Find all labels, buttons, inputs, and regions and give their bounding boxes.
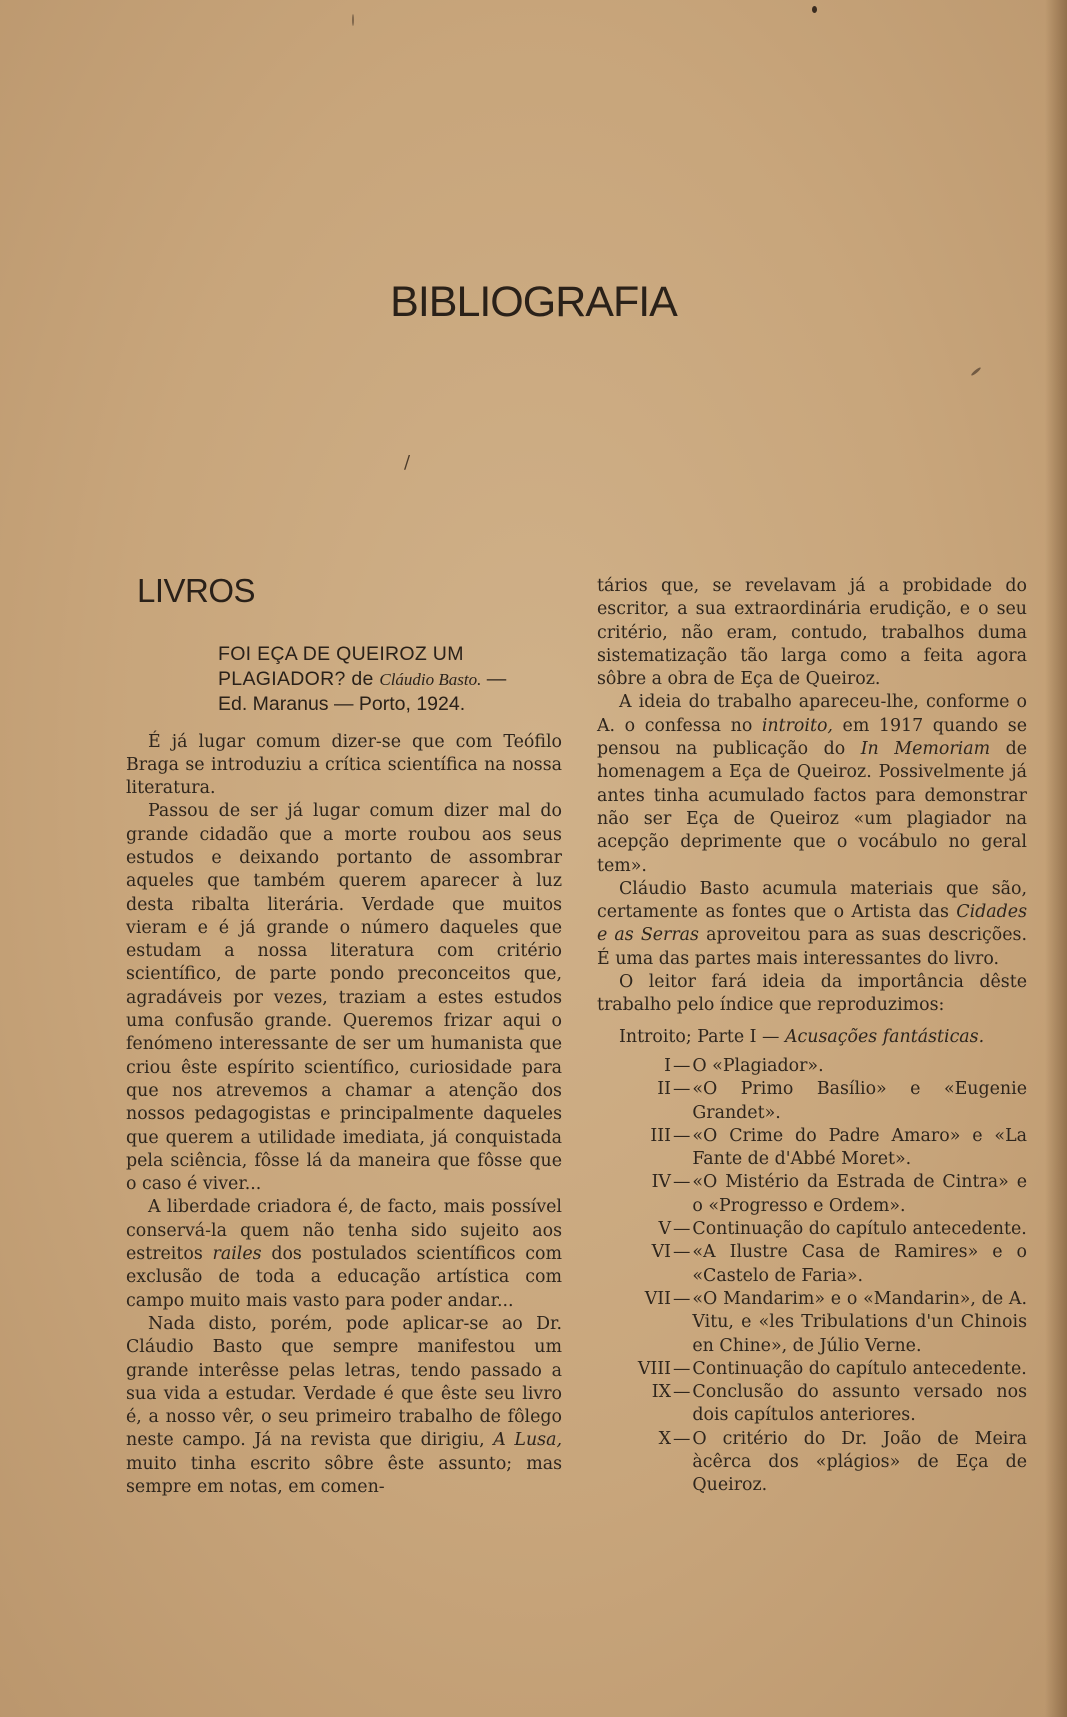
italic-term: In Memoriam <box>860 739 991 760</box>
book-title-line-1: FOI EÇA DE QUEIROZ UM <box>218 643 464 665</box>
paragraph: É já lugar comum dizer-se que com Teófilo Braga se introduziu a crítica scientífica na nossa literatura. <box>126 731 562 799</box>
stray-mark: / <box>404 452 411 473</box>
toc-item: VII — «O Mandarim» e o «Mandarin», de A. Vitu, e «les Tribulations d'un Chinois en Chine», de Júlio Verne. <box>644 1288 1027 1356</box>
toc-item: X — O critério do Dr. João de Meira àcêrca dos «plágios» de Eça de Queiroz. <box>658 1428 1027 1496</box>
paragraph: tários que, se revelavam já a probidade do escritor, a sua extraordinária erudição, e o seu critério, não eram, contudo, trabalhos duma sistematização tão larga como a feita agora sôbre a obra de Eça de Queiroz. <box>597 576 1027 690</box>
toc-item: VIII — Continuação do capítulo antecedente. <box>637 1358 1027 1379</box>
index-intro: Introito; Parte I — Acusações fantásticas. <box>619 1026 985 1047</box>
paragraph: A ideia do trabalho apareceu-lhe, conforme o A. o confessa no introito, em 1917 quando se pensou na publicação do In Memoriam de homenagem a Eça de Queiroz. Possivelmente já antes tinha acumulado factos para demonstrar não ser Eça de Queiroz «um plagiador na acepção deprimente que o vocábulo no geral tem». <box>597 692 1027 876</box>
ink-speck <box>812 6 817 13</box>
left-column <box>126 642 562 1499</box>
toc-item: VI — «A Ilustre Casa de Ramires» e o «Castelo de Faria». <box>651 1242 1027 1286</box>
paragraph: Nada disto, porém, pode aplicar-se ao Dr. Cláudio Basto que sempre manifestou um grande interêsse pelas letras, tendo passado a sua vida a estudar. Verdade é que êste seu livro é, a nosso vêr, o seu primeiro trabalho de fôlego neste campo. Já na revista que dirigiu, A Lusa, muito tinha escrito sôbre êste assunto; mas sempre em notas, em comen- <box>126 1313 562 1497</box>
italic-term: railes <box>212 1244 262 1265</box>
page-edge-shadow <box>1045 0 1067 1717</box>
toc-item: III — «O Crime do Padre Amaro» e «La Fante de d'Abbé Moret». <box>650 1125 1027 1170</box>
page-heading: BIBLIOGRAFIA <box>390 278 677 326</box>
toc-item: II — «O Primo Basílio» e «Eugenie Grandet». <box>657 1079 1027 1123</box>
ink-speck <box>352 14 354 26</box>
paragraph: O leitor fará ideia da importância dêste trabalho pelo índice que reproduzimos: <box>597 972 1027 1016</box>
toc-item: V — Continuação do capítulo antecedente. <box>658 1219 1027 1240</box>
paragraph: A liberdade criadora é, de facto, mais possível conservá-la quem não tenha sido sujeito aos estreitos railes dos postulados scientíficos com exclusão de toda a educação artística com campo muito mais vasto para poder andar... <box>126 1197 563 1311</box>
paragraph: Passou de ser já lugar comum dizer mal do grande cidadão que a morte roubou aos seus estudos e deixando portanto de assombrar aqueles que também querem aparecer à luz desta ribalta literária. Verdade que muitos vieram e é já grande o número daqueles que estudam a nossa literatura com critério scientífico, de parte pondo preconceitos que, agradáveis por vezes, traziam a estes estudos uma confusão grande. Queremos frizar aqui o fenómeno interessante de ser um humanista que criou êste espírito scientífico, curiosidade para que nos atrevemos a chamar a atenção dos nossos pedagogistas e principalmente daqueles que querem a utilidade imediata, já conquistada pela sciência, fôsse lá da maneira que fôsse que o caso é viver... <box>126 801 562 1195</box>
book-author: Cláudio Basto. <box>379 669 482 689</box>
toc-item: IV — «O Mistério da Estrada de Cintra» e o «Progresso e Ordem». <box>651 1172 1027 1216</box>
toc-item: I — O «Plagiador». <box>664 1055 824 1076</box>
italic-term: Cidades e as Serras <box>597 902 1027 946</box>
toc-item: IX — Conclusão do assunto versado nos dois capítulos anteriores. <box>651 1382 1027 1426</box>
paragraph: Cláudio Basto acumula materiais que são, certamente as fontes que o Artista das Cidades e as Serras aproveitou para as suas descrições. É uma das partes mais interessantes do livro. <box>597 878 1027 969</box>
right-column <box>597 575 1027 1498</box>
book-publisher: Ed. Maranus — Porto, 1924. <box>218 693 466 715</box>
book-title-line-2: PLAGIADOR? de Cláudio Basto. — <box>218 667 507 690</box>
ink-speck <box>970 366 981 376</box>
magazine-title: A Lusa, <box>493 1430 562 1451</box>
table-of-contents <box>597 1055 1027 1498</box>
section-label: LIVROS <box>137 572 256 609</box>
book-citation <box>126 642 562 717</box>
italic-term: introito, <box>761 715 833 736</box>
